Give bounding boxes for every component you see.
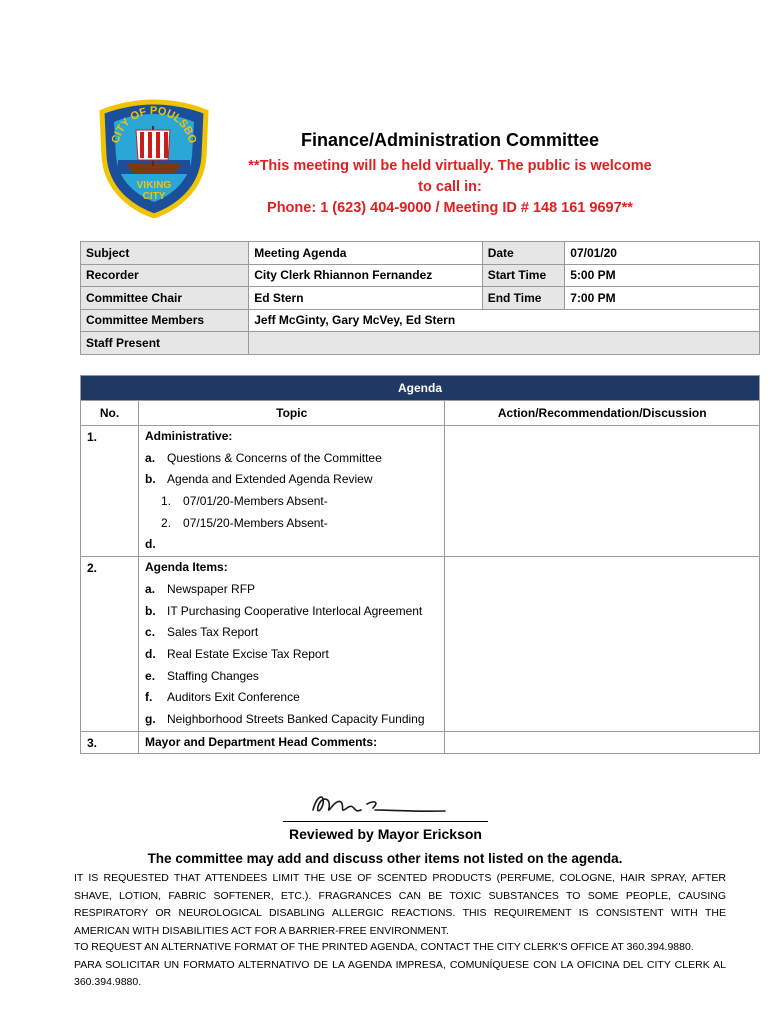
committee-members-value: Jeff McGinty, Gary McVey, Ed Stern (249, 309, 760, 332)
meeting-info-table (80, 241, 760, 355)
topic-line: d. Real Estate Excise Tax Report (145, 646, 329, 661)
agenda-header: Agenda (81, 376, 760, 401)
agenda-item-number: 3. (81, 731, 139, 754)
action-cell (445, 557, 760, 732)
topic-line: f. Auditors Exit Conference (145, 690, 300, 705)
agenda-row (81, 557, 760, 732)
date-label: Date (482, 242, 565, 265)
alt-format-english: TO REQUEST AN ALTERNATIVE FORMAT OF THE PRINTED AGENDA, CONTACT THE CITY CLERK'S OFFICE AT 360.394.9880. (74, 941, 694, 953)
action-cell (445, 426, 760, 557)
col-action-header: Action/Recommendation/Discussion (445, 401, 760, 426)
committee-chair-value: Ed Stern (249, 287, 482, 310)
topic-line: Mayor and Department Head Comments: (145, 734, 378, 749)
signature-line (283, 821, 488, 822)
topic-line: 2. 07/15/20-Members Absent- (161, 515, 328, 530)
notice-line-3: Phone: 1 (623) 404-9000 / Meeting ID # 148 161 9697** (267, 200, 633, 216)
agenda-row (81, 426, 760, 557)
topic-line: g. Neighborhood Streets Banked Capacity Funding (145, 711, 425, 726)
agenda-table (80, 375, 760, 754)
agenda-topic-cell (139, 426, 445, 557)
svg-text:VIKING: VIKING (136, 180, 172, 191)
virtual-meeting-notice (200, 156, 700, 219)
recorder-value: City Clerk Rhiannon Fernandez (249, 264, 482, 287)
end-time-label: End Time (482, 287, 565, 310)
staff-present-value (249, 332, 760, 355)
svg-text:CITY: CITY (142, 191, 166, 202)
topic-line: a. Newspaper RFP (145, 581, 256, 596)
topic-line: e. Staffing Changes (145, 668, 259, 683)
agenda-topic-cell (139, 731, 445, 754)
topic-line: c. Sales Tax Report (145, 625, 259, 640)
svg-text:CITY OF POULSBO: CITY OF POULSBO (109, 104, 199, 145)
topic-line: b. Agenda and Extended Agenda Review (145, 472, 373, 487)
topic-line: Administrative: (145, 429, 233, 443)
city-seal-logo (96, 98, 212, 218)
committee-note: The committee may add and discuss other items not listed on the agenda. (147, 851, 623, 866)
topic-line: d. (145, 537, 156, 552)
staff-present-label: Staff Present (81, 332, 249, 355)
col-topic-header: Topic (139, 401, 445, 426)
recorder-label: Recorder (81, 264, 249, 287)
committee-chair-label: Committee Chair (81, 287, 249, 310)
fragrance-notice: IT IS REQUESTED THAT ATTENDEES LIMIT THE USE OF SCENTED PRODUCTS (PERFUME, COLOGNE, HAIR SPRAY, AFTER SHAVE, LOTION, FABRIC SOFTENER, ETC.). FRAGRANCES CAN BE TOXIC SUBSTANCES TO SOME PEOPLE, CAUSING RESPIRATORY OR NEUROLOGICAL DISABLING ALLERGIC REACTIONS. THIS REQUIREMENT IS CONSISTENT WITH THE AMERICAN WITH DISABILITIES ACT FOR A BARRIER-FREE ENVIRONMENT. (74, 872, 726, 937)
end-time-value: 7:00 PM (565, 287, 760, 310)
committee-members-label: Committee Members (81, 309, 249, 332)
notice-line-2: to call in: (418, 179, 482, 195)
subject-label: Subject (81, 242, 249, 265)
mayor-signature (305, 790, 455, 822)
subject-value: Meeting Agenda (249, 242, 482, 265)
reviewed-by: Reviewed by Mayor Erickson (289, 826, 482, 842)
document-title: Finance/Administration Committee (300, 130, 600, 150)
agenda-row (81, 731, 760, 754)
alt-format-spanish: PARA SOLICITAR UN FORMATO ALTERNATIVO DE LA AGENDA IMPRESA, COMUNÍQUESE CON LA OFICINA DEL CITY CLERK AL 360.394.9880. (74, 958, 726, 988)
topic-line: b. IT Purchasing Cooperative Interlocal Agreement (145, 603, 423, 618)
action-cell (445, 731, 760, 754)
col-no-header: No. (81, 401, 139, 426)
start-time-label: Start Time (482, 264, 565, 287)
topic-line: Agenda Items: (145, 560, 228, 575)
alternative-format-notice (74, 939, 726, 992)
topic-line: 1. 07/01/20-Members Absent- (161, 494, 328, 509)
notice-line-1: **This meeting will be held virtually. The public is welcome (248, 158, 652, 174)
start-time-value: 5:00 PM (565, 264, 760, 287)
agenda-item-number: 1. (81, 426, 139, 557)
agenda-topic-cell (139, 557, 445, 732)
topic-line: a. Questions & Concerns of the Committee (145, 450, 382, 465)
agenda-item-number: 2. (81, 557, 139, 732)
date-value: 07/01/20 (565, 242, 760, 265)
